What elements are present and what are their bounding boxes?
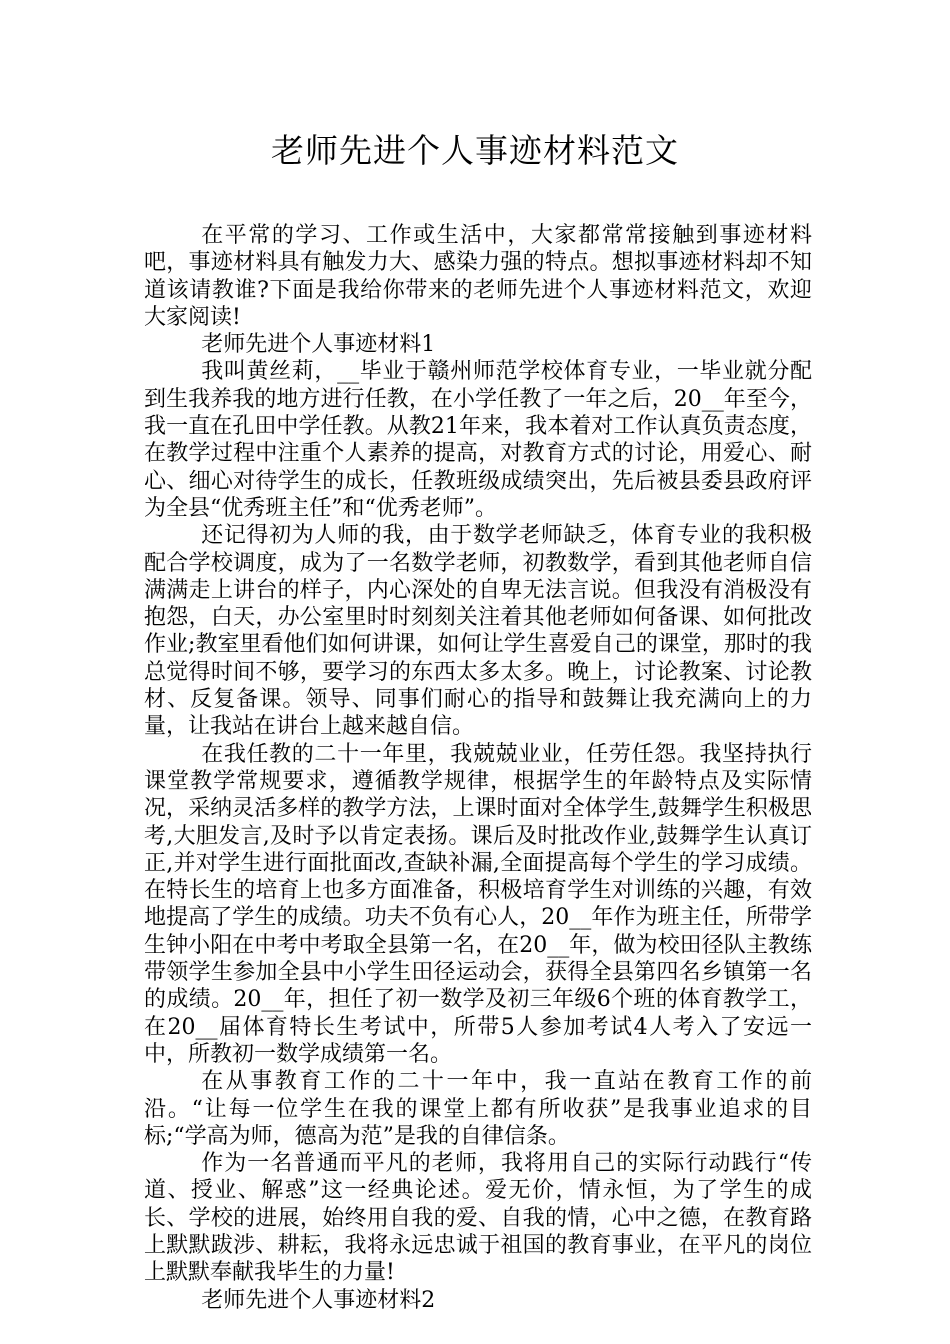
body-paragraph: 在我任教的二十一年里，我兢兢业业，任劳任怨。我坚持执行课堂教学常规要求，遵循教学规律，根据学生的年龄特点及实际情况，采纳灵活多样的教学方法，上课时面对全体学生,鼓舞学生积极思考,大胆发言,及时予以肯定表扬。课后及时批改作业,鼓舞学生认真订正,并对学生进行面批面改,查缺补漏,全面提高每个学生的学习成绩。在特长生的培育上也多方面准备，积极培育学生对训练的兴趣，有效地提高了学生的成绩。功夫不负有心人，20__年作为班主任，所带学生钟小阳在中考中考取全县第一名，在20__年，做为校田径队主教练带领学生参加全县中小学生田径运动会，获得全县第四名乡镇第一名的成绩。20__年，担任了初一数学及初三年级6个班的体育教学工，在20__届体育特长生考试中，所带5人参加考试4人考入了安远一中，所教初一数学成绩第一名。	[144, 741, 812, 1067]
intro-paragraph: 在平常的学习、工作或生活中，大家都常常接触到事迹材料吧，事迹材料具有触发力大、感染力强的特点。想拟事迹材料却不知道该请教谁?下面是我给你带来的老师先进个人事迹材料范文，欢迎大家阅读!	[144, 223, 812, 330]
body-paragraph: 在从事教育工作的二十一年中，我一直站在教育工作的前沿。“让每一位学生在我的课堂上都有所收获”是我事业追求的目标;“学高为师，德高为范”是我的自律信条。	[144, 1069, 812, 1149]
section-heading-2: 老师先进个人事迹材料2	[201, 1287, 436, 1313]
document-body	[144, 222, 812, 1314]
section-heading-1: 老师先进个人事迹材料1	[201, 332, 436, 358]
body-paragraph: 还记得初为人师的我，由于数学老师缺乏，体育专业的我积极配合学校调度，成为了一名数学老师，初教数学，看到其他老师自信满满走上讲台的样子，内心深处的自卑无法言说。但我没有消极没有抱怨，白天，办公室里时时刻刻关注着其他老师如何备课、如何批改作业;教室里看他们如何讲课，如何让学生喜爱自己的课堂，那时的我总觉得时间不够，要学习的东西太多太多。晚上，讨论教案、讨论教材、反复备课。领导、同事们耐心的指导和鼓舞让我充满向上的力量，让我站在讲台上越来越自信。	[144, 523, 812, 740]
body-paragraph: 我叫黄丝莉，__毕业于赣州师范学校体育专业，一毕业就分配到生我养我的地方进行任教，在小学任教了一年之后，20__年至今，我一直在孔田中学任教。从教21年来，我本着对工作认真负责态度，在教学过程中注重个人素养的提高，对教育方式的讨论，用爱心、耐心、细心对待学生的成长，任教班级成绩突出，先后被县委县政府评为全县“优秀班主任”和“优秀老师”。	[144, 359, 812, 521]
document-title: 老师先进个人事迹材料范文	[271, 131, 679, 170]
body-paragraph: 作为一名普通而平凡的老师，我将用自己的实际行动践行“传道、授业、解惑”这一经典论述。爱无价，情永恒，为了学生的成长、学校的进展，始终用自我的爱、自我的情，心中之德，在教育路上默默跋涉、耕耘，我将永远忠诚于祖国的教育事业，在平凡的岗位上默默奉献我毕生的力量!	[144, 1151, 812, 1286]
